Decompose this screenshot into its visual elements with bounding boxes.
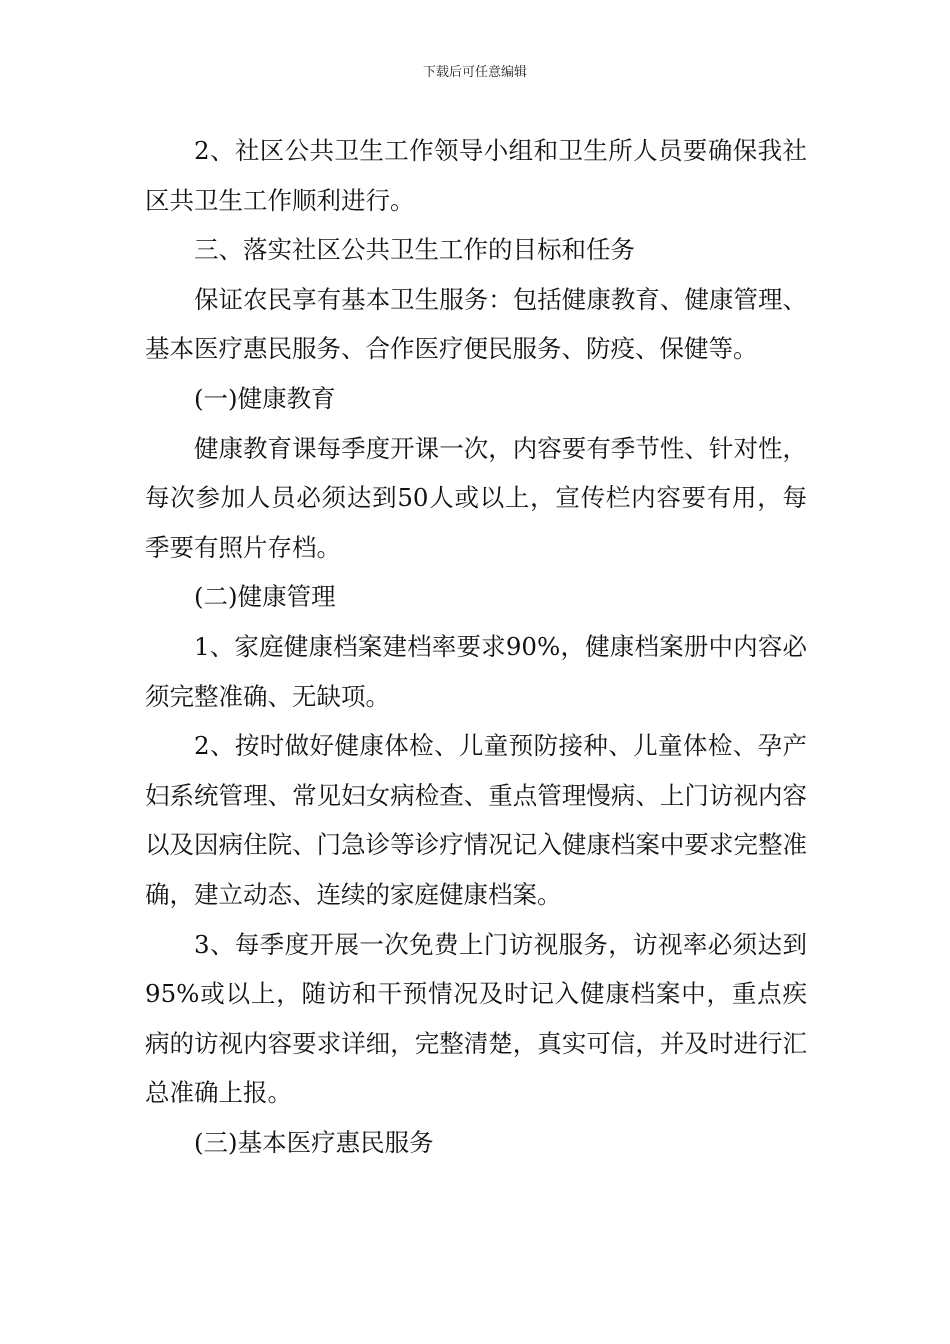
section-heading-goals: 三、落实社区公共卫生工作的目标和任务 (194, 235, 635, 265)
subheading-health-management: (二)健康管理 (194, 582, 336, 612)
paragraph-home-visits: 3、每季度开展一次免费上门访视服务，访视率必须达到95%或以上，随访和干预情况及时记入健康档案中，重点疾病的访视内容要求详细，完整清楚，真实可信，并及时进行汇总准确上报。 (145, 929, 807, 1108)
subheading-health-education: (一)健康教育 (194, 383, 336, 413)
page-header-note: 下载后可任意编辑 (422, 65, 527, 80)
paragraph-basic-services: 保证农民享有基本卫生服务：包括健康教育、健康管理、基本医疗惠民服务、合作医疗便民服务、防疫、保健等。 (145, 284, 807, 364)
paragraph-health-education: 健康教育课每季度开课一次，内容要有季节性、针对性，每次参加人员必须达到50人或以上，宣传栏内容要有用，每季要有照片存档。 (145, 433, 807, 562)
paragraph-health-records: 1、家庭健康档案建档率要求90%，健康档案册中内容必须完整准确、无缺项。 (145, 631, 807, 711)
paragraph-team-assurance: 2、社区公共卫生工作领导小组和卫生所人员要确保我社区共卫生工作顺利进行。 (145, 136, 807, 215)
paragraph-checkups: 2、按时做好健康体检、儿童预防接种、儿童体检、孕产妇系统管理、常见妇女病检查、重点管理慢病、上门访视内容以及因病住院、门急诊等诊疗情况记入健康档案中要求完整准确，建立动态、连续的家庭健康档案。 (145, 731, 807, 909)
subheading-basic-medical: (三)基本医疗惠民服务 (194, 1127, 434, 1157)
document-body (145, 126, 807, 1167)
